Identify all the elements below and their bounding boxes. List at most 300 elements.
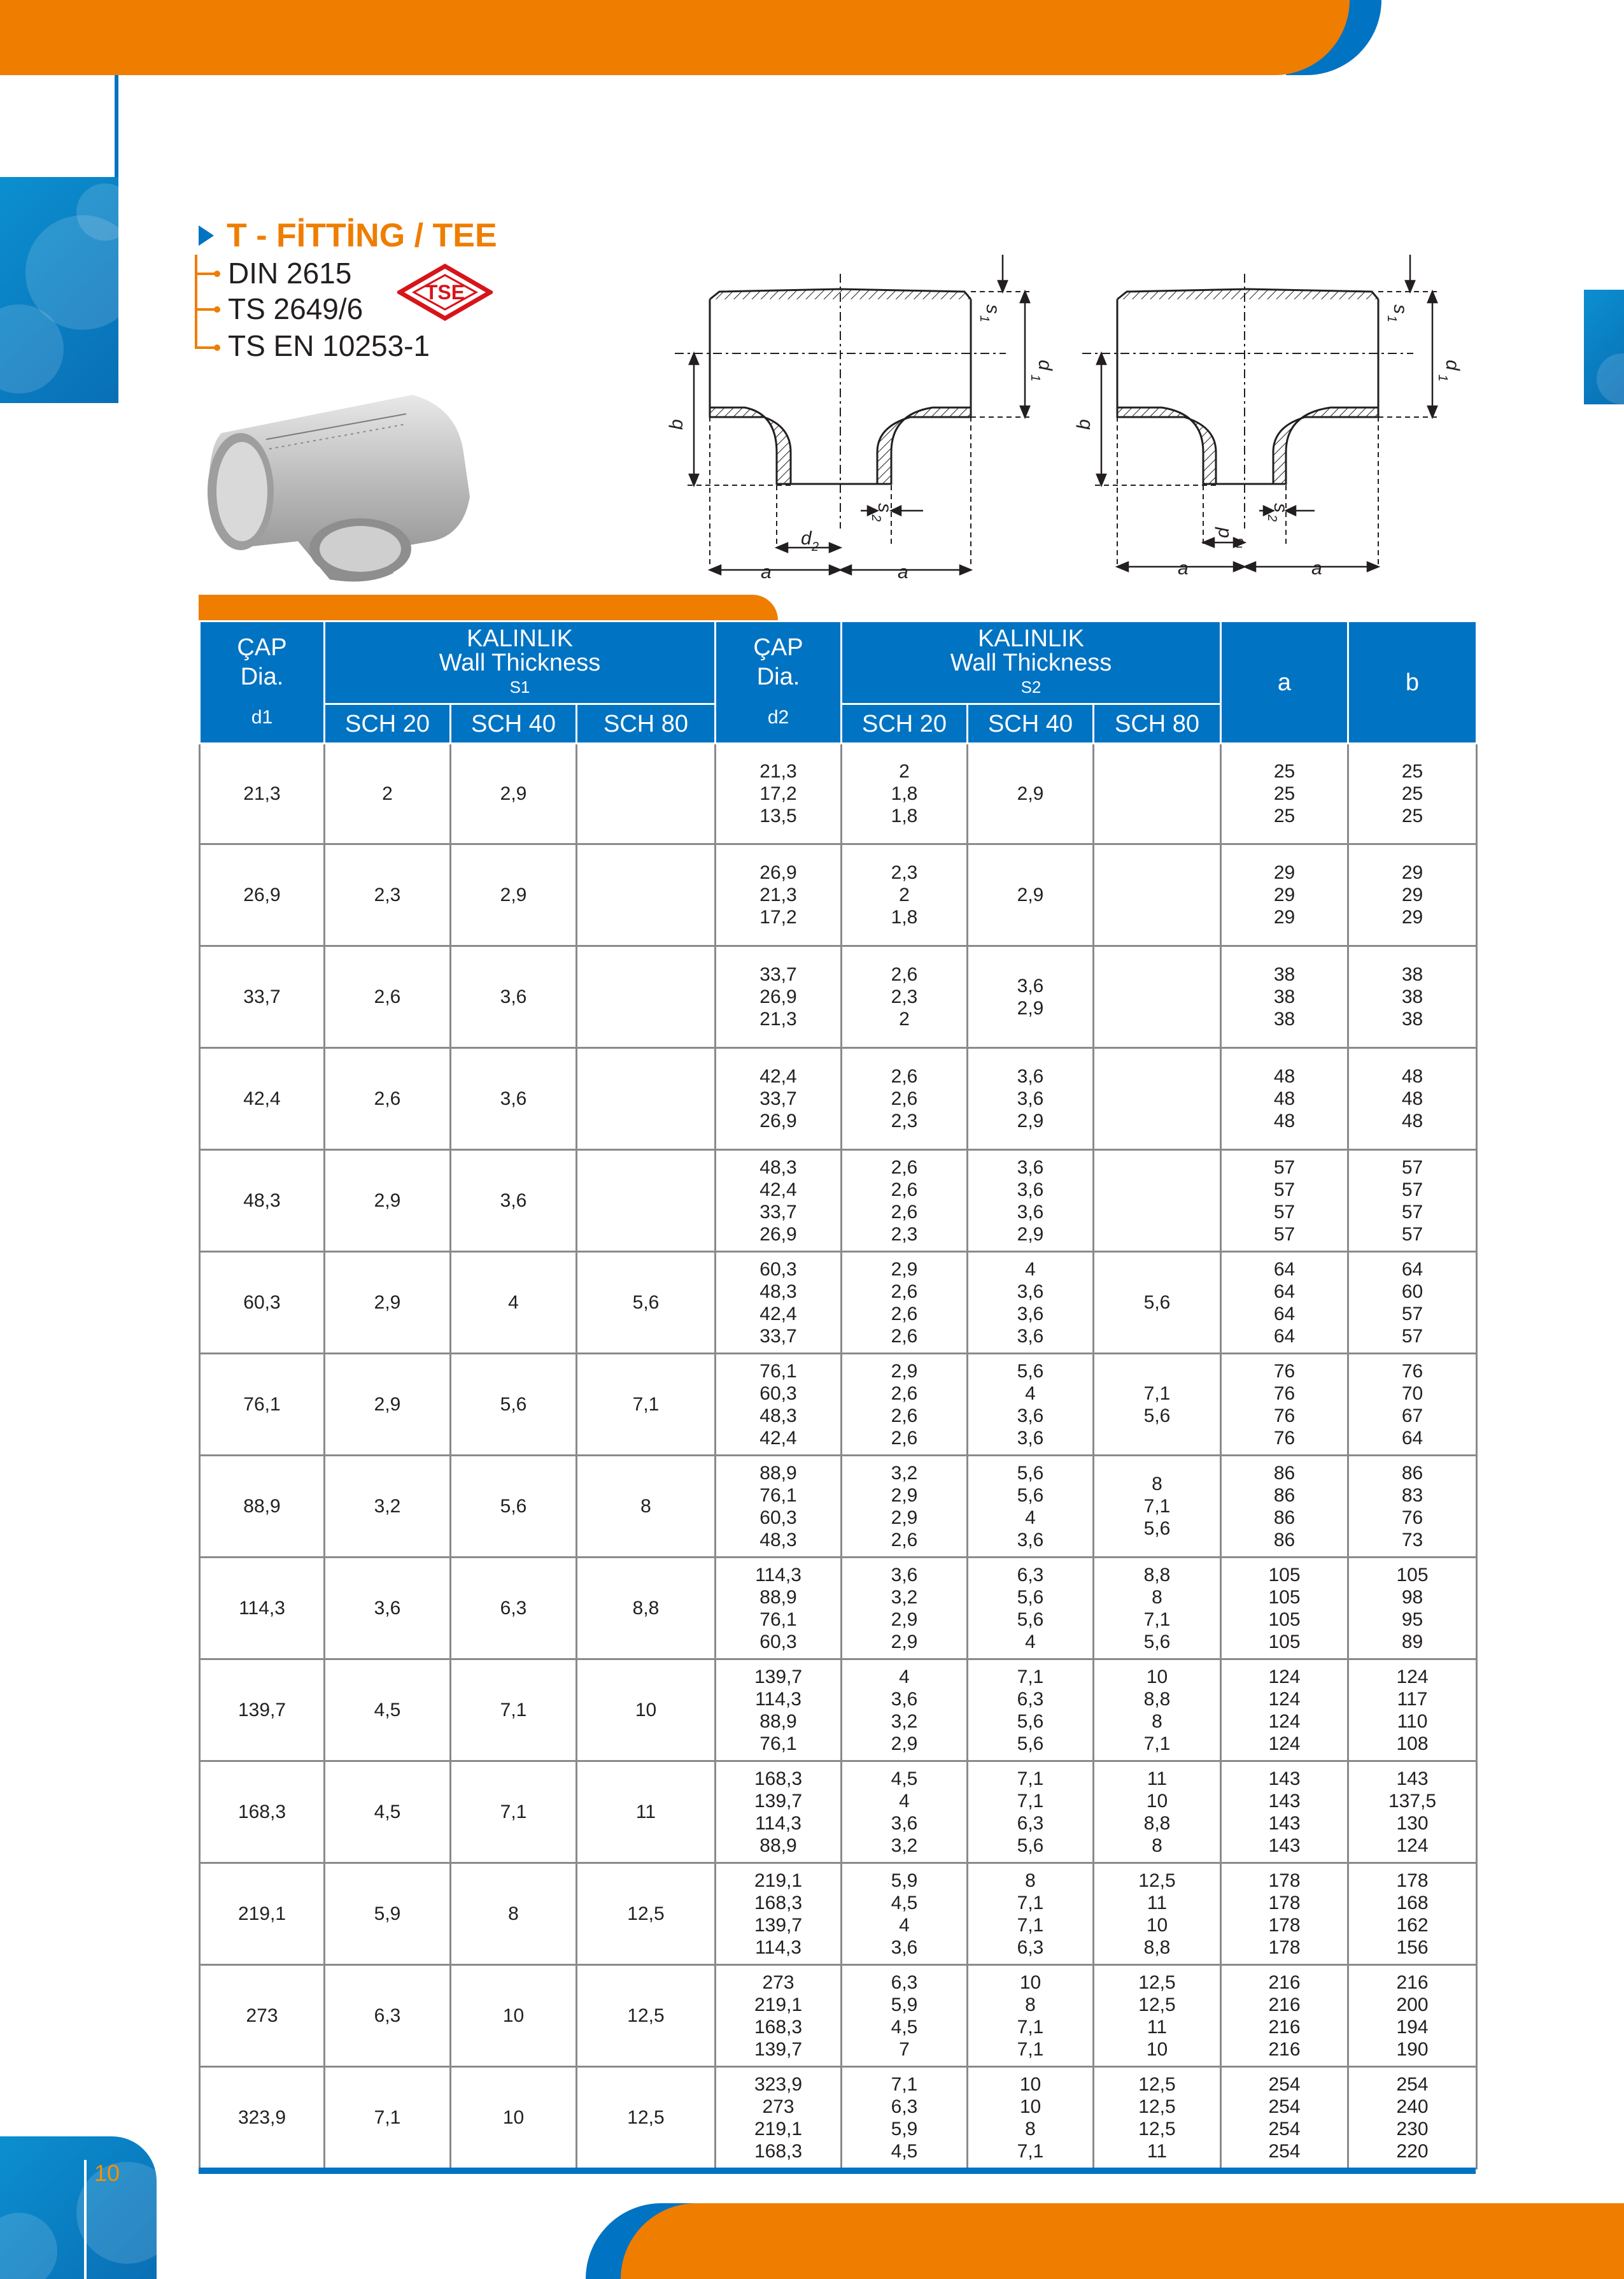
cell-value: 3,6 <box>1017 1427 1044 1449</box>
cell-b <box>1348 1659 1477 1761</box>
cell-t20 <box>842 946 968 1048</box>
cell-value: 60,3 <box>759 1631 797 1652</box>
cell-value: 2,3 <box>891 862 918 883</box>
cell-value: 2,9 <box>1017 783 1044 804</box>
header-dia1: ÇAP Dia. d1 <box>200 621 325 744</box>
cell-b <box>1348 2067 1477 2169</box>
cell-d1: 168,3 <box>200 1761 325 1863</box>
table-row <box>200 1761 1477 1863</box>
cell-value: 6,3 <box>1017 1812 1044 1834</box>
cell-s80 <box>577 844 716 946</box>
header-sch80-1: SCH 80 <box>577 704 716 744</box>
cell-s40: 7,1 <box>451 1761 577 1863</box>
cell-value: 64 <box>1273 1303 1296 1324</box>
cell-value: 48,3 <box>759 1405 797 1426</box>
table-row <box>200 744 1477 844</box>
cell-value: 2,6 <box>891 964 918 985</box>
cell-value: 3,6 <box>1017 1088 1044 1109</box>
cell-value: 7,1 <box>1017 1892 1044 1913</box>
cell-value: 38 <box>1401 964 1423 985</box>
cell-a <box>1221 1354 1348 1456</box>
cell-value: 7,1 <box>1143 1608 1171 1630</box>
cell-value: 219,1 <box>754 1870 803 1891</box>
header-sch20-1: SCH 20 <box>325 704 451 744</box>
cell-value: 48,3 <box>759 1529 797 1551</box>
cell-value: 2,6 <box>891 1201 918 1223</box>
cell-value: 48 <box>1401 1088 1423 1109</box>
cell-value: 11 <box>1147 2140 1168 2162</box>
cell-value: 67 <box>1401 1405 1423 1426</box>
svg-text:a: a <box>1178 558 1189 579</box>
cell-value: 2,9 <box>1017 1223 1044 1245</box>
cell-value: 26,9 <box>759 862 797 883</box>
cell-value: 240 <box>1396 2096 1429 2117</box>
cell-value: 105 <box>1268 1631 1301 1652</box>
cell-value: 5,9 <box>891 1870 918 1891</box>
cell-value: 143 <box>1268 1768 1301 1789</box>
cell-value: 12,5 <box>1138 2118 1176 2140</box>
table-row <box>200 1863 1477 1965</box>
cell-value: 29 <box>1401 862 1423 883</box>
cell-value: 273 <box>762 2096 794 2117</box>
cell-value: 25 <box>1273 783 1296 804</box>
cell-value: 42,4 <box>759 1179 797 1200</box>
page-number-rule <box>84 2160 87 2279</box>
cell-value: 2,6 <box>891 1303 918 1324</box>
cell-s80: 5,6 <box>577 1252 716 1354</box>
cell-t20 <box>842 1048 968 1150</box>
cell-d1: 139,7 <box>200 1659 325 1761</box>
cell-value: 3,2 <box>891 1586 918 1608</box>
cell-value: 48,3 <box>759 1281 797 1302</box>
cell-value: 33,7 <box>759 964 797 985</box>
cell-value: 25 <box>1273 806 1296 827</box>
cell-s20: 3,6 <box>325 1558 451 1659</box>
cell-s80: 8 <box>577 1456 716 1558</box>
cell-value: 3,2 <box>891 1462 918 1484</box>
cell-value: 168,3 <box>754 1892 803 1913</box>
cell-value: 2,9 <box>891 1258 918 1280</box>
cell-value: 2,6 <box>891 1529 918 1551</box>
svg-text:d: d <box>1034 360 1056 371</box>
bullet-icon <box>214 306 220 313</box>
cell-value: 2,6 <box>891 1088 918 1109</box>
cell-value: 5,6 <box>1143 1518 1171 1539</box>
cell-value: 162 <box>1396 1914 1429 1936</box>
cell-d2 <box>716 1048 842 1150</box>
cell-s40: 5,6 <box>451 1456 577 1558</box>
cell-value: 57 <box>1401 1303 1423 1324</box>
cell-value: 8 <box>1025 1870 1036 1891</box>
cell-value: 178 <box>1268 1936 1301 1958</box>
cell-value: 57 <box>1401 1156 1423 1178</box>
cell-value: 190 <box>1396 2038 1429 2060</box>
tee-dimension-table <box>199 620 1478 2169</box>
cell-value: 168,3 <box>754 1768 803 1789</box>
cell-t40 <box>968 1150 1094 1252</box>
cell-value: 5,6 <box>1017 1608 1044 1630</box>
cell-b <box>1348 744 1477 844</box>
cell-value: 25 <box>1401 806 1423 827</box>
cell-s20: 4,5 <box>325 1659 451 1761</box>
cell-t40 <box>968 1761 1094 1863</box>
cell-value: 76,1 <box>759 1484 797 1506</box>
cell-a <box>1221 1558 1348 1659</box>
cell-value: 178 <box>1268 1870 1301 1891</box>
cell-value: 178 <box>1268 1914 1301 1936</box>
cell-value: 2,6 <box>891 1179 918 1200</box>
svg-text:1: 1 <box>1436 374 1450 382</box>
cell-value: 76 <box>1273 1405 1296 1426</box>
cell-value: 7,1 <box>1017 1790 1044 1812</box>
cell-value: 25 <box>1401 761 1423 782</box>
cell-value: 156 <box>1396 1936 1429 1958</box>
cell-value: 273 <box>762 1971 794 1993</box>
cell-value: 38 <box>1401 1009 1423 1030</box>
table-row <box>200 1048 1477 1150</box>
cell-value: 2,9 <box>891 1733 918 1754</box>
cell-value: 124 <box>1396 1835 1429 1856</box>
cell-value: 11 <box>1147 2016 1168 2038</box>
cell-value: 48 <box>1273 1111 1296 1132</box>
cell-value: 76,1 <box>759 1733 797 1754</box>
svg-text:2: 2 <box>869 515 883 522</box>
table-row <box>200 844 1477 946</box>
cell-value: 73 <box>1401 1529 1423 1551</box>
cell-value: 8 <box>1025 2118 1036 2140</box>
cell-s20: 2,6 <box>325 1048 451 1150</box>
cell-b <box>1348 1558 1477 1659</box>
header-sch80-2: SCH 80 <box>1094 704 1221 744</box>
cell-a <box>1221 946 1348 1048</box>
cell-value: 29 <box>1273 907 1296 928</box>
cell-value: 64 <box>1273 1281 1296 1302</box>
cell-t40 <box>968 844 1094 946</box>
cell-t40 <box>968 744 1094 844</box>
cell-value: 12,5 <box>1138 1870 1176 1891</box>
cell-value: 200 <box>1396 1994 1429 2015</box>
cell-value: 5,6 <box>1143 1292 1171 1313</box>
cell-d2 <box>716 1965 842 2067</box>
title-arrow-icon <box>199 225 214 246</box>
cell-value: 3,6 <box>891 1564 918 1586</box>
cell-value: 114,3 <box>755 1812 801 1834</box>
cell-t80 <box>1094 1354 1221 1456</box>
cell-value: 88,9 <box>759 1710 797 1732</box>
cell-value: 10 <box>1146 1790 1168 1812</box>
cell-value: 3,6 <box>1017 975 1044 997</box>
cell-value: 4 <box>899 1790 910 1812</box>
cell-t20 <box>842 1659 968 1761</box>
cell-value: 11 <box>1147 1768 1168 1789</box>
cell-value: 64 <box>1273 1325 1296 1347</box>
cell-value: 4,5 <box>891 2016 918 2038</box>
cell-value: 64 <box>1273 1258 1296 1280</box>
table-row <box>200 1659 1477 1761</box>
cell-value: 114,3 <box>755 1564 801 1586</box>
cell-s40: 5,6 <box>451 1354 577 1456</box>
cell-value: 26,9 <box>759 1223 797 1245</box>
cell-value: 219,1 <box>754 2118 803 2140</box>
left-blue-panel <box>0 177 118 403</box>
cell-s40: 4 <box>451 1252 577 1354</box>
cell-value: 33,7 <box>759 1088 797 1109</box>
cell-s40: 10 <box>451 1965 577 2067</box>
bullet-icon <box>214 344 220 351</box>
cell-value: 83 <box>1401 1484 1423 1506</box>
svg-text:2: 2 <box>1236 537 1244 551</box>
bullet-icon <box>214 271 220 277</box>
cell-t40 <box>968 1558 1094 1659</box>
cell-value: 3,6 <box>1017 1156 1044 1178</box>
cell-t40 <box>968 1965 1094 2067</box>
page-title: T - FİTTİNG / TEE <box>227 217 497 254</box>
cell-value: 5,9 <box>891 2118 918 2140</box>
cell-value: 2,9 <box>1017 1111 1044 1132</box>
header-sch20-2: SCH 20 <box>842 704 968 744</box>
cell-value: 4,5 <box>891 2140 918 2162</box>
cell-d1: 76,1 <box>200 1354 325 1456</box>
cell-a <box>1221 1252 1348 1354</box>
cell-t20 <box>842 1456 968 1558</box>
cell-value: 5,6 <box>1017 1484 1044 1506</box>
cell-value: 2,9 <box>1017 884 1044 905</box>
header-sch40-1: SCH 40 <box>451 704 577 744</box>
cell-value: 86 <box>1401 1462 1423 1484</box>
cell-value: 1,8 <box>891 907 918 928</box>
cell-b <box>1348 1456 1477 1558</box>
cell-value: 230 <box>1396 2118 1429 2140</box>
cell-t20 <box>842 1761 968 1863</box>
cell-value: 124 <box>1268 1733 1301 1754</box>
cell-value: 254 <box>1396 2073 1429 2095</box>
cell-value: 60,3 <box>759 1382 797 1404</box>
cell-value: 76 <box>1401 1507 1423 1528</box>
svg-text:TSE: TSE <box>425 281 465 304</box>
cell-b <box>1348 1761 1477 1863</box>
cell-value: 6,3 <box>1017 1564 1044 1586</box>
cell-value: 57 <box>1273 1179 1296 1200</box>
cell-s80 <box>577 1048 716 1150</box>
cell-value: 12,5 <box>1138 1971 1176 1993</box>
svg-text:a: a <box>898 562 908 583</box>
cell-value: 3,6 <box>1017 1066 1044 1087</box>
cell-t40 <box>968 1252 1094 1354</box>
cell-a <box>1221 1150 1348 1252</box>
cell-value: 76,1 <box>759 1608 797 1630</box>
cell-value: 216 <box>1268 1971 1301 1993</box>
cell-t80 <box>1094 744 1221 844</box>
cell-value: 38 <box>1273 964 1296 985</box>
cell-value: 124 <box>1268 1710 1301 1732</box>
cell-s40: 7,1 <box>451 1659 577 1761</box>
cell-value: 108 <box>1396 1733 1429 1754</box>
table-row <box>200 2067 1477 2169</box>
cell-value: 254 <box>1268 2118 1301 2140</box>
cell-b <box>1348 1048 1477 1150</box>
cell-b <box>1348 1354 1477 1456</box>
cell-t80 <box>1094 1761 1221 1863</box>
cell-value: 2,3 <box>891 1223 918 1245</box>
cell-value: 60,3 <box>759 1507 797 1528</box>
cell-b <box>1348 1252 1477 1354</box>
cell-value: 6,3 <box>891 2096 918 2117</box>
cell-value: 5,6 <box>1143 1405 1171 1426</box>
cell-d2 <box>716 1863 842 1965</box>
cell-value: 8 <box>1152 1586 1162 1608</box>
cell-a <box>1221 1659 1348 1761</box>
cell-value: 38 <box>1273 986 1296 1007</box>
cell-value: 7,1 <box>1017 1768 1044 1789</box>
cell-value: 3,6 <box>891 1812 918 1834</box>
right-blue-tab <box>1584 290 1624 404</box>
cell-value: 5,6 <box>1017 1835 1044 1856</box>
cell-value: 13,5 <box>759 806 797 827</box>
cell-value: 11 <box>1147 1892 1168 1913</box>
cell-value: 86 <box>1273 1529 1296 1551</box>
header-sch40-2: SCH 40 <box>968 704 1094 744</box>
cell-s40: 3,6 <box>451 1150 577 1252</box>
cell-value: 4 <box>1025 1258 1036 1280</box>
cell-value: 88,9 <box>759 1586 797 1608</box>
cell-value: 143 <box>1396 1768 1429 1789</box>
cell-value: 33,7 <box>759 1201 797 1223</box>
cell-value: 76 <box>1273 1427 1296 1449</box>
cell-value: 86 <box>1273 1507 1296 1528</box>
table-row <box>200 1456 1477 1558</box>
cell-value: 216 <box>1268 1994 1301 2015</box>
cell-value: 25 <box>1401 783 1423 804</box>
cell-a <box>1221 1456 1348 1558</box>
cell-value: 105 <box>1268 1564 1301 1586</box>
cell-value: 143 <box>1268 1812 1301 1834</box>
cell-a <box>1221 1965 1348 2067</box>
cell-value: 7,1 <box>1017 2016 1044 2038</box>
cell-value: 8 <box>1152 1473 1162 1494</box>
cell-value: 2,9 <box>891 1360 918 1382</box>
cell-d1: 323,9 <box>200 2067 325 2169</box>
cell-value: 105 <box>1268 1586 1301 1608</box>
table-row <box>200 1252 1477 1354</box>
cell-value: 139,7 <box>754 1666 803 1687</box>
cell-d2 <box>716 1150 842 1252</box>
cell-value: 2 <box>899 761 910 782</box>
cell-d2 <box>716 1456 842 1558</box>
cell-value: 29 <box>1273 862 1296 883</box>
cell-value: 2,9 <box>891 1631 918 1652</box>
header-a: a <box>1221 621 1348 744</box>
cell-d2 <box>716 1252 842 1354</box>
cell-t40 <box>968 2067 1094 2169</box>
cell-value: 143 <box>1268 1790 1301 1812</box>
cell-value: 2,9 <box>891 1484 918 1506</box>
cell-value: 3,2 <box>891 1835 918 1856</box>
cell-value: 48,3 <box>759 1156 797 1178</box>
cell-d2 <box>716 1354 842 1456</box>
cell-value: 3,6 <box>1017 1303 1044 1324</box>
cell-value: 12,5 <box>1138 2096 1176 2117</box>
cell-value: 3,6 <box>1017 1325 1044 1347</box>
cell-value: 12,5 <box>1138 1994 1176 2015</box>
cell-a <box>1221 1863 1348 1965</box>
cell-s40: 10 <box>451 2067 577 2169</box>
cell-t80 <box>1094 1659 1221 1761</box>
cell-d2 <box>716 946 842 1048</box>
cell-t80 <box>1094 1965 1221 2067</box>
cell-b <box>1348 1150 1477 1252</box>
cell-value: 2,9 <box>891 1507 918 1528</box>
cell-d2 <box>716 844 842 946</box>
cell-value: 21,3 <box>759 761 797 782</box>
cell-t20 <box>842 1965 968 2067</box>
cell-value: 8,8 <box>1143 1564 1171 1586</box>
cell-value: 4 <box>899 1914 910 1936</box>
cell-value: 3,6 <box>891 1688 918 1710</box>
cell-d1: 60,3 <box>200 1252 325 1354</box>
cell-t20 <box>842 844 968 946</box>
cell-value: 7,1 <box>1143 1733 1171 1754</box>
cell-value: 124 <box>1268 1688 1301 1710</box>
cell-value: 2,9 <box>1017 997 1044 1019</box>
svg-text:b: b <box>666 419 687 430</box>
svg-text:d: d <box>1442 360 1463 371</box>
cell-value: 86 <box>1273 1484 1296 1506</box>
cell-t80 <box>1094 2067 1221 2169</box>
cell-value: 6,3 <box>891 1971 918 1993</box>
cell-value: 26,9 <box>759 986 797 1007</box>
cell-s20: 2 <box>325 744 451 844</box>
cell-t40 <box>968 1354 1094 1456</box>
cell-value: 88,9 <box>759 1835 797 1856</box>
cell-a <box>1221 1048 1348 1150</box>
cell-s40: 8 <box>451 1863 577 1965</box>
cell-s40: 2,9 <box>451 844 577 946</box>
cell-value: 48 <box>1273 1088 1296 1109</box>
cell-s80: 8,8 <box>577 1558 716 1659</box>
cell-t20 <box>842 1150 968 1252</box>
bottom-orange-bar <box>621 2203 1624 2279</box>
cell-d1: 21,3 <box>200 744 325 844</box>
cell-value: 5,6 <box>1017 1733 1044 1754</box>
cell-value: 42,4 <box>759 1066 797 1087</box>
cell-value: 10 <box>1146 1666 1168 1687</box>
cell-value: 219,1 <box>754 1994 803 2015</box>
cell-value: 8 <box>1152 1710 1162 1732</box>
cell-value: 3,6 <box>891 1936 918 1958</box>
cell-a <box>1221 744 1348 844</box>
cell-value: 7,1 <box>891 2073 918 2095</box>
cell-value: 98 <box>1401 1586 1423 1608</box>
cell-value: 8,8 <box>1143 1688 1171 1710</box>
cell-value: 2,6 <box>891 1281 918 1302</box>
cell-b <box>1348 1965 1477 2067</box>
cell-t40 <box>968 946 1094 1048</box>
cell-t80 <box>1094 1456 1221 1558</box>
cell-value: 105 <box>1396 1564 1429 1586</box>
cell-value: 3,6 <box>1017 1281 1044 1302</box>
cell-value: 216 <box>1396 1971 1429 1993</box>
cell-s20: 3,2 <box>325 1456 451 1558</box>
cell-d1: 48,3 <box>200 1150 325 1252</box>
table-row <box>200 1558 1477 1659</box>
cell-s80 <box>577 744 716 844</box>
cell-value: 5,6 <box>1017 1586 1044 1608</box>
cell-d2 <box>716 2067 842 2169</box>
cell-value: 2,6 <box>891 1066 918 1087</box>
tse-logo <box>397 264 493 321</box>
cell-s80 <box>577 1150 716 1252</box>
standard-din: DIN 2615 <box>228 257 352 290</box>
